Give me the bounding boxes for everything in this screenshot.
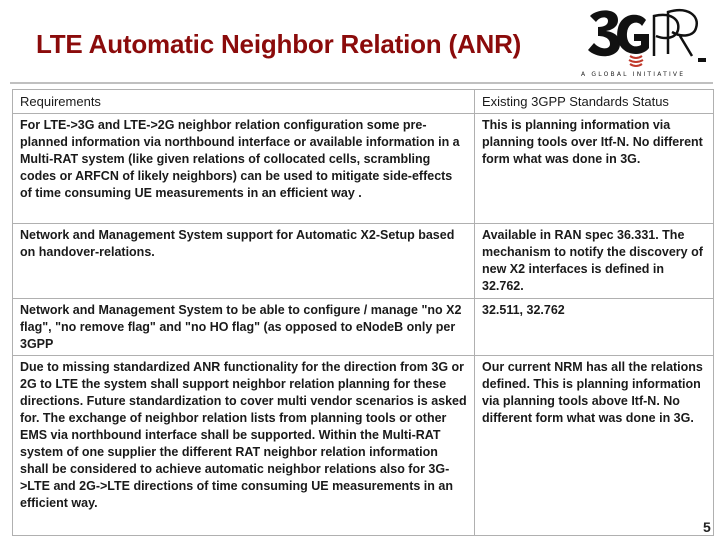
column-header-requirements: Requirements (13, 90, 475, 114)
table-row (13, 299, 714, 356)
requirement-cell: Network and Management System to be able to configure / manage "no X2 flag", "no remove flag" and "no HO flag" (as opposed to eNodeB only per 3GPP (13, 299, 475, 356)
slide-title: LTE Automatic Neighbor Relation (ANR) (36, 29, 522, 59)
page-number: 5 (703, 519, 711, 535)
status-cell: Available in RAN spec 36.331. The mechanism to notify the discovery of new X2 interfaces is defined in 32.762. (475, 224, 714, 299)
table-header-row (13, 90, 714, 114)
header-divider (10, 82, 713, 84)
status-cell: This is planning information via planning tools over Itf-N. No different form what was done in 3G. (475, 114, 714, 224)
requirement-cell: Due to missing standardized ANR functionality for the direction from 3G or 2G to LTE the system shall support neighbor relation planning for these directions. Future standardization to cover multi vendor scenarios is asked for. The exchange of neighbor relation lists from planning tools or other EMS via northbound interface shall be supported. Within the Multi-RAT system of one supplier the different RAT neighbor relation information shall be considered to achieve automatic neighbor relations also for 3G->LTE and 2G->LTE directions of time consuming UE measurements in an efficient way. (13, 356, 475, 536)
requirements-table (12, 89, 714, 536)
table-row (13, 114, 714, 224)
status-cell: Our current NRM has all the relations defined. This is planning information via planning tools above Itf-N. No different form what was done in 3G. (475, 356, 714, 536)
status-cell: 32.511, 32.762 (475, 299, 714, 356)
logo-tagline: A GLOBAL INITIATIVE (581, 71, 686, 78)
column-header-status: Existing 3GPP Standards Status (475, 90, 714, 114)
requirement-cell: Network and Management System support for Automatic X2-Setup based on handover-relations. (13, 224, 475, 299)
table-row (13, 224, 714, 299)
requirement-cell: For LTE->3G and LTE->2G neighbor relation configuration some pre-planned information via northbound interface or available information in a Multi-RAT system (like given relations of collocated cells, scrambling codes or ARFCN of likely neighbors) can be used to mitigate side-effects of time consuming UE measurements in an efficient way . (13, 114, 475, 224)
table-row (13, 356, 714, 536)
